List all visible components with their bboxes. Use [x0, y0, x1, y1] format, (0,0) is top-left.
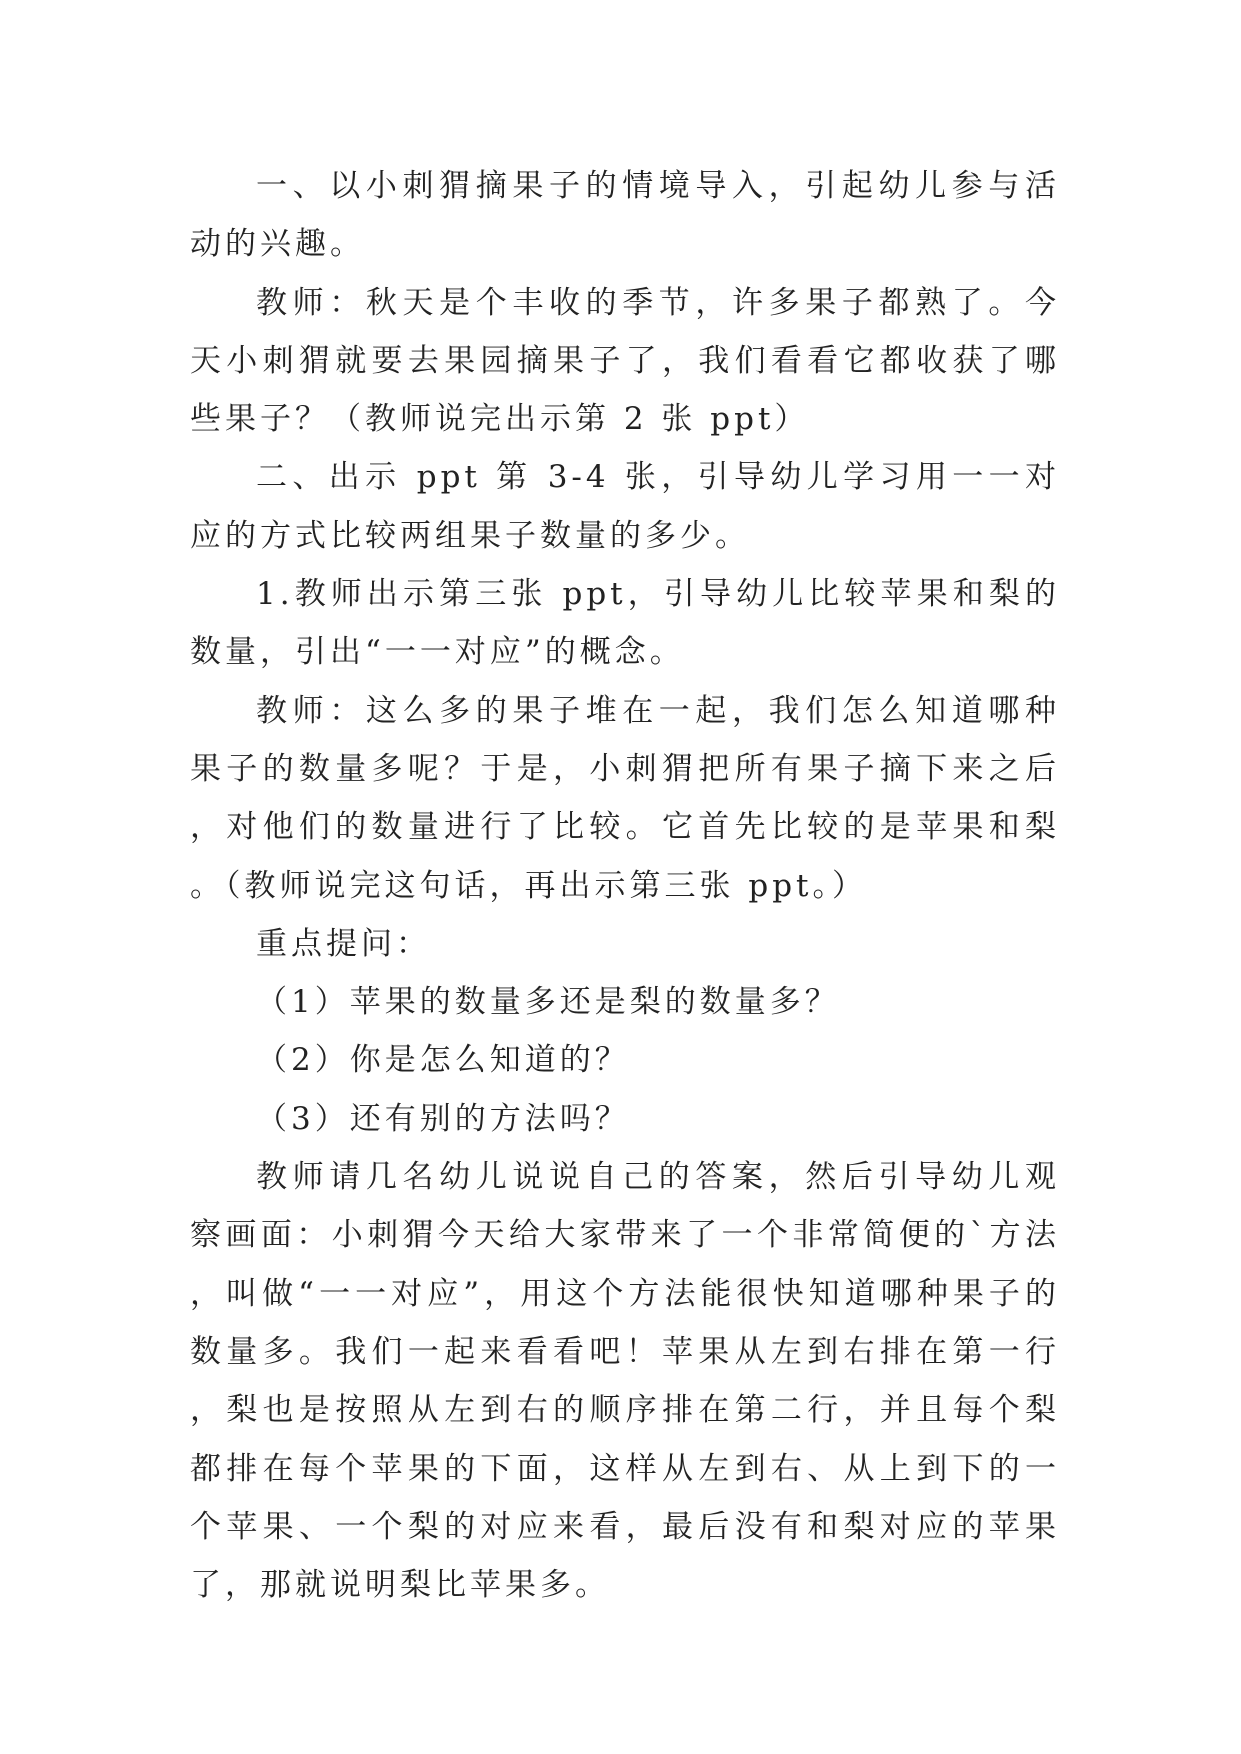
paragraph-teacher-intro: 教师：秋天是个丰收的季节，许多果子都熟了。今天小刺猬就要去果园摘果子了，我们看看它都收获了哪些果子？（教师说完出示第 2 张 ppt）: [190, 284, 1060, 438]
paragraph-one-to-one-explanation: 教师请几名幼儿说说自己的答案，然后引导幼儿观察画面：小刺猬今天给大家带来了一个非常简便的`方法，叫做“一一对应”，用这个方法能很快知道哪种果子的数量多。我们一起来看看吧！苹果从左到右排在第一行，梨也是按照从左到右的顺序排在第二行，并且每个梨都排在每个苹果的下面，这样从左到右、从上到下的一个苹果、一个梨的对应来看，最后没有和梨对应的苹果了，那就说明梨比苹果多。: [190, 1159, 1060, 1604]
question-item-2: （2）你是怎么知道的？: [256, 1042, 630, 1079]
paragraph-key-questions-label: 重点提问：: [256, 925, 431, 962]
paragraph-step-one: 1.教师出示第三张 ppt，引导幼儿比较苹果和梨的数量，引出“一一对应”的概念。: [190, 576, 1060, 671]
document-body: [190, 157, 1060, 1614]
paragraph-intro-heading: 一、以小刺猬摘果子的情境导入，引起幼儿参与活动的兴趣。: [190, 168, 1060, 263]
paragraph-teacher-compare: 教师：这么多的果子堆在一起，我们怎么知道哪种果子的数量多呢？于是，小刺猬把所有果子摘下来之后，对他们的数量进行了比较。它首先比较的是苹果和梨。（教师说完这句话，再出示第三张 ppt。）: [190, 692, 1060, 904]
question-item-1: （1）苹果的数量多还是梨的数量多？: [256, 984, 840, 1021]
question-item-3: （3）还有别的方法吗？: [256, 1100, 630, 1137]
paragraph-section-two-heading: 二、出示 ppt 第 3-4 张，引导幼儿学习用一一对应的方式比较两组果子数量的多少。: [190, 459, 1060, 554]
